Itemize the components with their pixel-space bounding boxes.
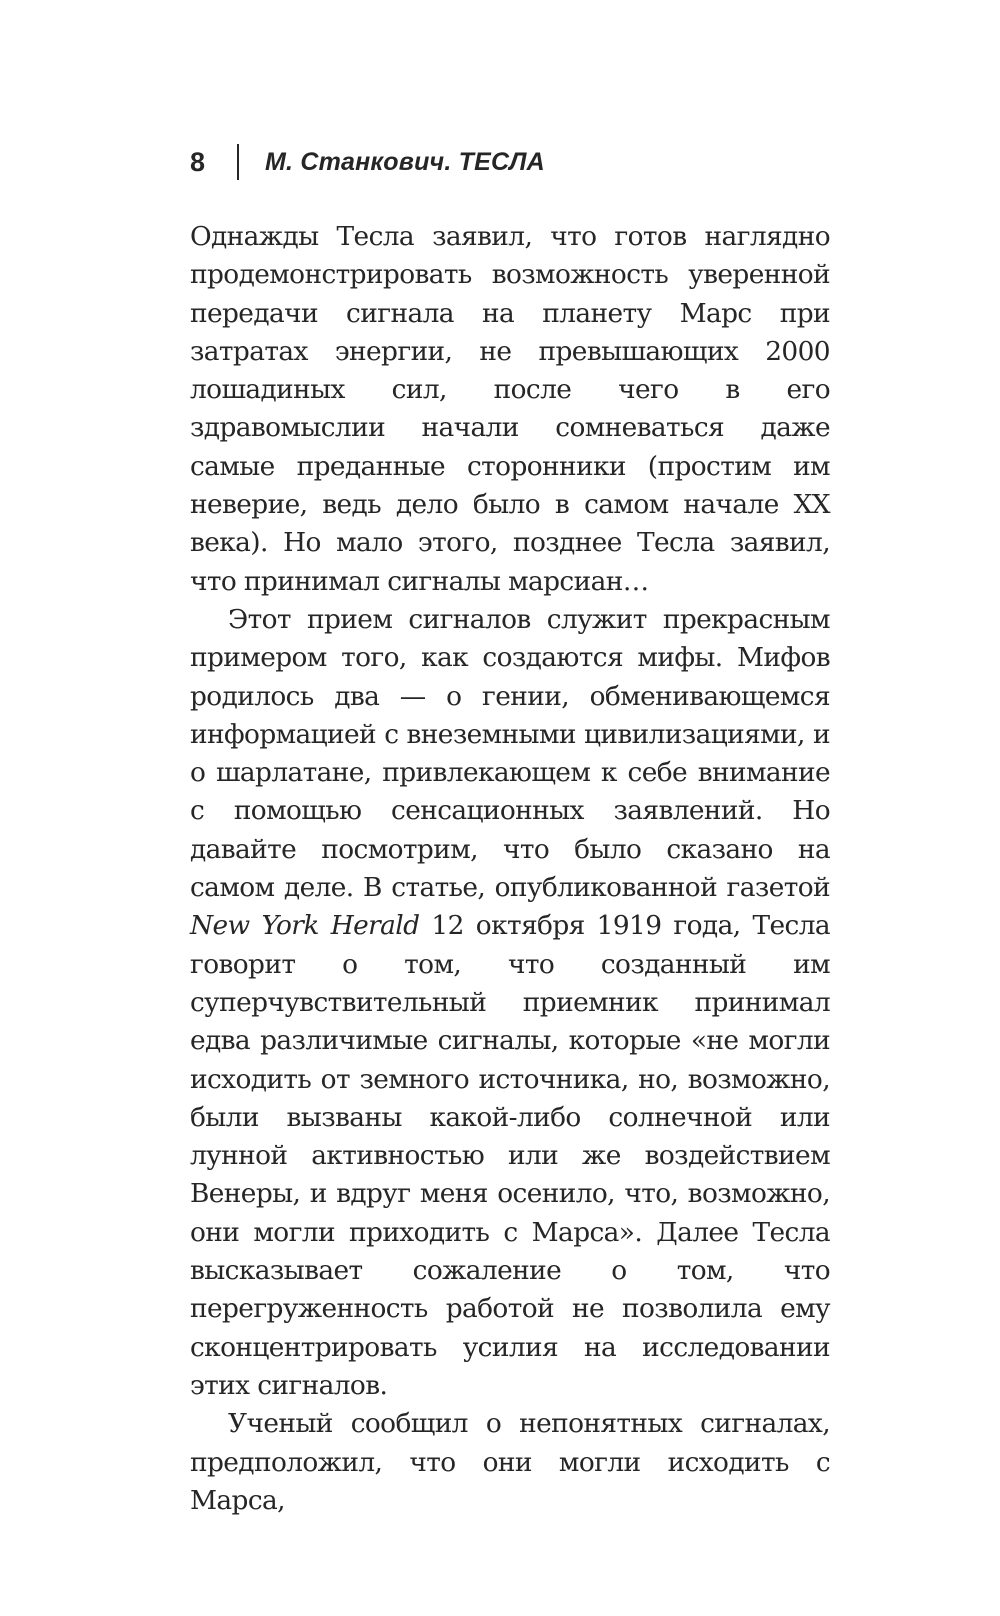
paragraph-1: Однажды Тесла заявил, что готов наглядно продемонстрировать возможность уверенной передачи сигнала на планету Марс при затратах энергии, не превышающих 2000 лошадиных сил, после чего в его здравомыслии начали сомневаться даже самые преданные сторонники (простим им неверие, ведь дело было в самом начале XX века). Но мало этого, позднее Тесла заявил, что принимал сигналы марсиан… [190, 221, 830, 597]
paragraph-2-end: 12 октября 1919 года, Тесла говорит о том, что созданный им суперчувствительный приемник принимал едва различимые сигналы, которые «не могли исходить от земного источника, но, возможно, были вызваны какой-либо солнечной или лунной активностью или же воздействием Венеры, и вдруг меня осенило, что, возможно, они могли приходить с Марса». Далее Тесла высказывает сожаление о том, что перегруженность работой не позволила ему сконцентрировать усилия на исследовании этих сигналов. [190, 910, 831, 1401]
paragraph-2-start: Этот прием сигналов служит прекрасным примером того, как создаются мифы. Мифов родилось два — о гении, обменивающемся информацией с внеземными цивилизациями, и о шарлатане, привлекающем к себе внимание с помощью сенсационных заявлений. Но давайте посмотрим, что было сказано на самом деле. В статье, опубликованной газетой [190, 603, 830, 904]
newspaper-name: New York Herald [190, 910, 420, 942]
page-number: 8 [190, 146, 206, 177]
page-header [190, 142, 545, 182]
paragraph-2 [190, 601, 830, 1405]
body-text [190, 218, 830, 1520]
header-divider [237, 144, 239, 180]
paragraph-3: Ученый сообщил о непонятных сигналах, предположил, что они могли исходить с Марса, [190, 1408, 830, 1516]
running-title: М. Станкович. ТЕСЛА [265, 147, 545, 176]
